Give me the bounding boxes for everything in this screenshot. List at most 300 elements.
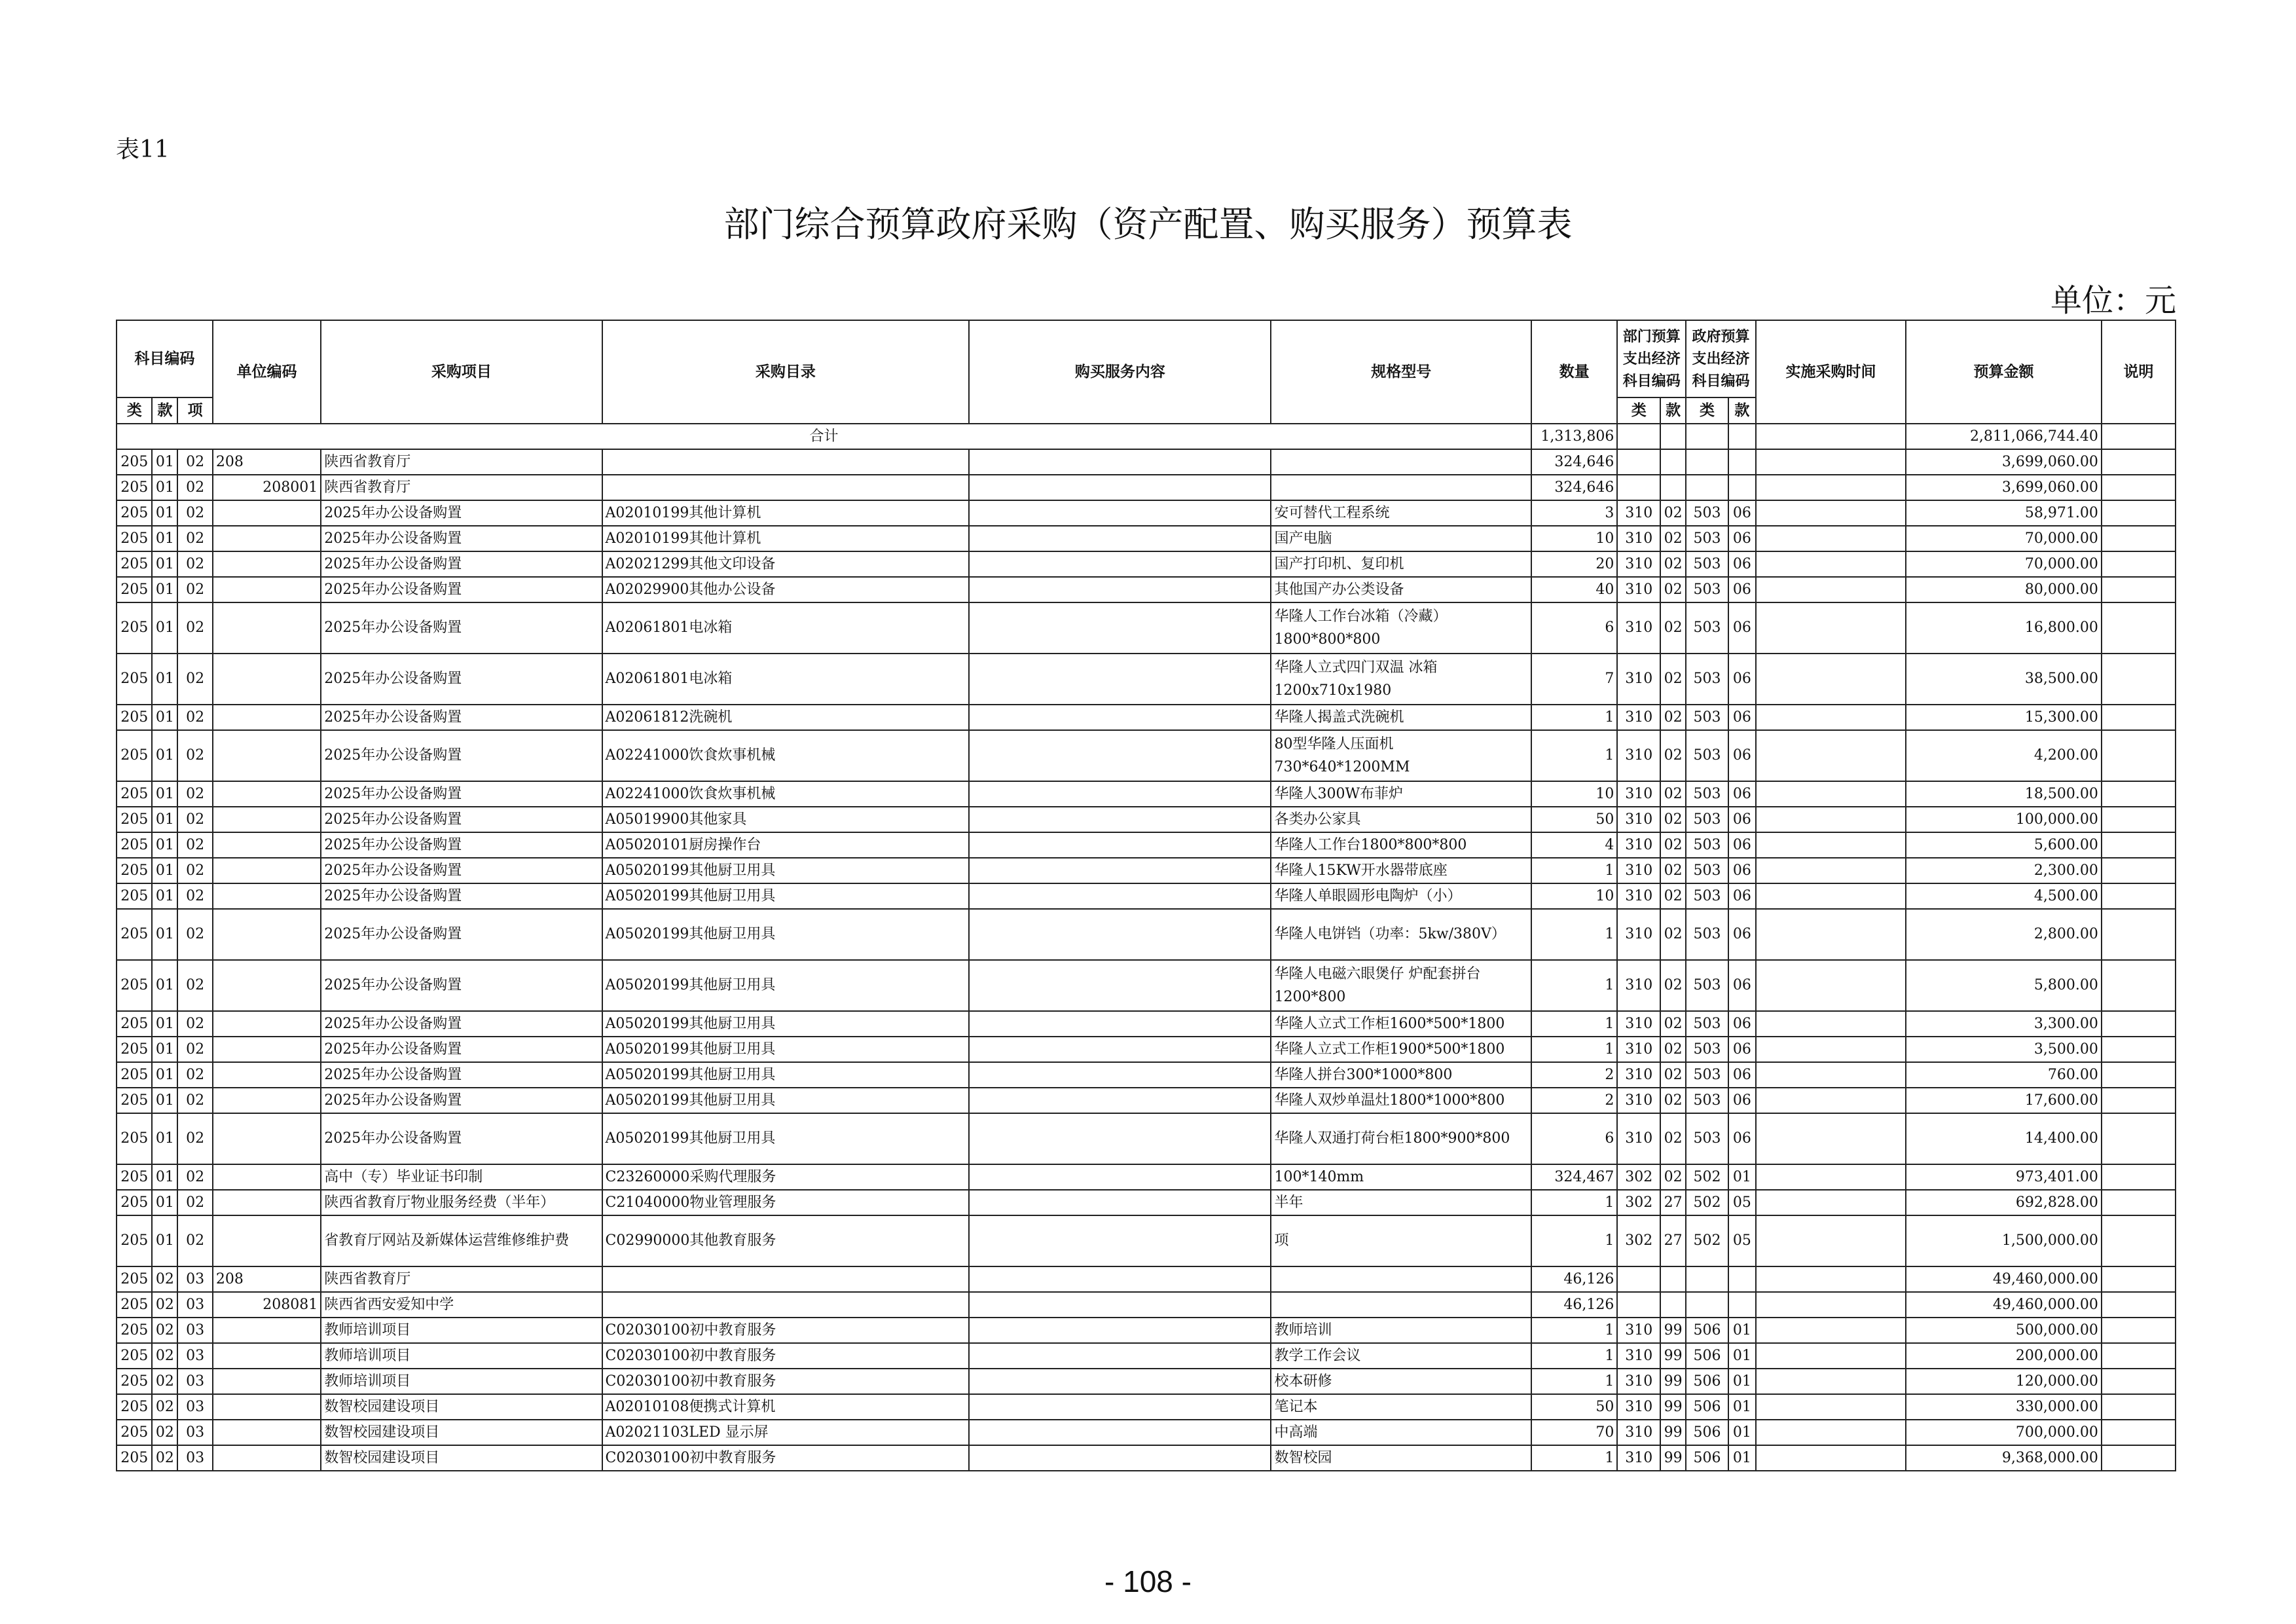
cell-xiang: 02: [177, 1062, 212, 1088]
table-row: [117, 1292, 2176, 1318]
cell-amount: 58,971.00: [1906, 500, 2102, 526]
cell-unit-code: [213, 1062, 321, 1088]
cell-dept-kuan: [1660, 1266, 1686, 1292]
table-row: [117, 1215, 2176, 1266]
cell-amount: 3,699,060.00: [1906, 475, 2102, 500]
cell-time: [1756, 730, 1906, 781]
cell-gov-kuan: 06: [1728, 807, 1756, 832]
cell-qty: 1: [1531, 858, 1617, 883]
cell-unit-code: [213, 551, 321, 577]
table-row: [117, 730, 2176, 781]
cell-amount: 38,500.00: [1906, 654, 2102, 705]
cell-unit-code: 208: [213, 449, 321, 475]
cell-note: [2102, 832, 2176, 858]
cell-qty: 1: [1531, 909, 1617, 960]
cell-dept-kuan: 02: [1660, 807, 1686, 832]
cell-catalog: C02030100初中教育服务: [602, 1369, 970, 1394]
cell-gov-kuan: 06: [1728, 832, 1756, 858]
cell-xiang: 02: [177, 730, 212, 781]
cell-unit-code: [213, 1343, 321, 1369]
cell-service: [969, 1445, 1271, 1471]
cell-gov-lei: 503: [1686, 858, 1728, 883]
table-row: [117, 1318, 2176, 1343]
cell-qty: 50: [1531, 1394, 1617, 1420]
cell-catalog: C23260000采购代理服务: [602, 1164, 970, 1190]
cell-lei: 205: [117, 654, 152, 705]
cell-dept-kuan: [1660, 475, 1686, 500]
cell-project: 教师培训项目: [321, 1318, 602, 1343]
cell-dept-kuan: 02: [1660, 1062, 1686, 1088]
cell-project: 高中（专）毕业证书印制: [321, 1164, 602, 1190]
table-row: [117, 1445, 2176, 1471]
cell-service: [969, 807, 1271, 832]
cell-spec: 华隆人电饼铛（功率：5kw/380V）: [1271, 909, 1531, 960]
table-row: [117, 1011, 2176, 1037]
cell-service: [969, 1088, 1271, 1113]
cell-gov-kuan: 06: [1728, 858, 1756, 883]
cell-dept-kuan: 02: [1660, 705, 1686, 730]
cell-qty: 7: [1531, 654, 1617, 705]
cell-unit-code: [213, 602, 321, 654]
header-lei: 类: [117, 397, 152, 424]
cell-note: [2102, 807, 2176, 832]
cell-gov-kuan: 06: [1728, 781, 1756, 807]
cell-xiang: 02: [177, 1037, 212, 1062]
cell-unit-code: [213, 500, 321, 526]
cell-qty: 46,126: [1531, 1292, 1617, 1318]
cell-spec: 中高端: [1271, 1420, 1531, 1445]
cell-time: [1756, 449, 1906, 475]
cell-time: [1756, 654, 1906, 705]
cell-unit-code: [213, 705, 321, 730]
cell-note: [2102, 1011, 2176, 1037]
cell-dept-kuan: 02: [1660, 832, 1686, 858]
cell-dept-kuan: 99: [1660, 1318, 1686, 1343]
cell-time: [1756, 705, 1906, 730]
cell-dept-lei: 310: [1617, 730, 1660, 781]
cell-xiang: 03: [177, 1394, 212, 1420]
cell-unit-code: [213, 1215, 321, 1266]
cell-spec: 项: [1271, 1215, 1531, 1266]
cell-dept-lei: 310: [1617, 1369, 1660, 1394]
cell-note: [2102, 1369, 2176, 1394]
cell-unit-code: [213, 1394, 321, 1420]
cell-dept-lei: 310: [1617, 1113, 1660, 1164]
cell-qty: 324,646: [1531, 449, 1617, 475]
cell-time: [1756, 602, 1906, 654]
cell-kuan: 01: [152, 832, 177, 858]
cell-xiang: 02: [177, 526, 212, 551]
cell-note: [2102, 602, 2176, 654]
cell-time: [1756, 1445, 1906, 1471]
cell-note: [2102, 1037, 2176, 1062]
cell-service: [969, 654, 1271, 705]
table-row: [117, 832, 2176, 858]
cell-dept-lei: 310: [1617, 781, 1660, 807]
cell-qty: 10: [1531, 781, 1617, 807]
cell-spec: [1271, 449, 1531, 475]
cell-time: [1756, 526, 1906, 551]
header-xiang: 项: [177, 397, 212, 424]
cell-lei: 205: [117, 1394, 152, 1420]
cell-note: [2102, 858, 2176, 883]
cell-unit-code: [213, 526, 321, 551]
cell-catalog: A02061801电冰箱: [602, 654, 970, 705]
cell-time: [1756, 1318, 1906, 1343]
cell-gov-lei: 503: [1686, 1011, 1728, 1037]
cell-gov-lei: 503: [1686, 705, 1728, 730]
table-row: [117, 807, 2176, 832]
cell-spec: 数智校园: [1271, 1445, 1531, 1471]
cell-note: [2102, 1292, 2176, 1318]
cell-spec: 华隆人立式四门双温 冰箱1200x710x1980: [1271, 654, 1531, 705]
cell-xiang: 02: [177, 1011, 212, 1037]
cell-kuan: 01: [152, 602, 177, 654]
cell-kuan: 01: [152, 1164, 177, 1190]
cell-unit-code: [213, 858, 321, 883]
cell-lei: 205: [117, 960, 152, 1011]
cell-qty: 40: [1531, 577, 1617, 602]
cell-xiang: 03: [177, 1343, 212, 1369]
cell-project: 2025年办公设备购置: [321, 577, 602, 602]
cell-time: [1756, 960, 1906, 1011]
cell-note: [2102, 1266, 2176, 1292]
cell-catalog: A02010199其他计算机: [602, 500, 970, 526]
header-dept-econ-code: 部门预算支出经济科目编码: [1617, 320, 1686, 397]
cell-kuan: 01: [152, 1190, 177, 1215]
cell-project: 2025年办公设备购置: [321, 832, 602, 858]
cell-note: [2102, 1113, 2176, 1164]
cell-unit-code: [213, 1113, 321, 1164]
cell-dept-lei: 310: [1617, 1011, 1660, 1037]
cell-spec: 100*140mm: [1271, 1164, 1531, 1190]
cell-dept-lei: [1617, 449, 1660, 475]
cell-lei: 205: [117, 1420, 152, 1445]
cell-project: 2025年办公设备购置: [321, 807, 602, 832]
cell-project: 2025年办公设备购置: [321, 883, 602, 909]
cell-dept-kuan: 99: [1660, 1394, 1686, 1420]
cell-gov-lei: 506: [1686, 1369, 1728, 1394]
cell-catalog: A05020199其他厨卫用具: [602, 1011, 970, 1037]
cell-time: [1756, 1113, 1906, 1164]
cell-qty: 1: [1531, 1369, 1617, 1394]
cell-amount: 330,000.00: [1906, 1394, 2102, 1420]
cell-spec: 华隆人单眼圆形电陶炉（小）: [1271, 883, 1531, 909]
cell-note: [2102, 449, 2176, 475]
cell-amount: 4,500.00: [1906, 883, 2102, 909]
cell-service: [969, 602, 1271, 654]
cell-xiang: 02: [177, 807, 212, 832]
cell-dept-kuan: 02: [1660, 526, 1686, 551]
cell-dept-lei: 310: [1617, 602, 1660, 654]
cell-spec: 华隆人双炒单温灶1800*1000*800: [1271, 1088, 1531, 1113]
cell-amount: 70,000.00: [1906, 526, 2102, 551]
cell-unit-code: [213, 781, 321, 807]
cell-xiang: 02: [177, 449, 212, 475]
cell-lei: 205: [117, 602, 152, 654]
cell-amount: 3,699,060.00: [1906, 449, 2102, 475]
empty-cell: [1728, 424, 1756, 449]
cell-spec: 教师培训: [1271, 1318, 1531, 1343]
cell-xiang: 02: [177, 1190, 212, 1215]
cell-qty: 324,646: [1531, 475, 1617, 500]
cell-service: [969, 960, 1271, 1011]
cell-project: 数智校园建设项目: [321, 1420, 602, 1445]
cell-service: [969, 1292, 1271, 1318]
cell-dept-lei: 310: [1617, 705, 1660, 730]
cell-amount: 70,000.00: [1906, 551, 2102, 577]
cell-service: [969, 577, 1271, 602]
cell-gov-lei: 506: [1686, 1318, 1728, 1343]
cell-spec: 华隆人300W布菲炉: [1271, 781, 1531, 807]
cell-note: [2102, 1164, 2176, 1190]
cell-time: [1756, 1394, 1906, 1420]
cell-xiang: 02: [177, 475, 212, 500]
cell-dept-lei: 310: [1617, 909, 1660, 960]
cell-qty: 46,126: [1531, 1266, 1617, 1292]
cell-time: [1756, 1190, 1906, 1215]
cell-note: [2102, 1088, 2176, 1113]
empty-cell: [1686, 424, 1728, 449]
cell-service: [969, 883, 1271, 909]
cell-spec: 华隆人揭盖式洗碗机: [1271, 705, 1531, 730]
cell-time: [1756, 1037, 1906, 1062]
cell-spec: 华隆人15KW开水器带底座: [1271, 858, 1531, 883]
cell-gov-kuan: 01: [1728, 1343, 1756, 1369]
cell-lei: 205: [117, 705, 152, 730]
cell-gov-lei: 503: [1686, 551, 1728, 577]
cell-dept-lei: 302: [1617, 1215, 1660, 1266]
cell-kuan: 01: [152, 1011, 177, 1037]
cell-xiang: 02: [177, 500, 212, 526]
cell-spec: 国产电脑: [1271, 526, 1531, 551]
table-number: 表11: [116, 136, 170, 163]
header-note: 说明: [2102, 320, 2176, 424]
cell-amount: 80,000.00: [1906, 577, 2102, 602]
cell-dept-kuan: 27: [1660, 1190, 1686, 1215]
cell-time: [1756, 1011, 1906, 1037]
cell-gov-lei: 503: [1686, 1037, 1728, 1062]
cell-dept-kuan: 99: [1660, 1369, 1686, 1394]
cell-note: [2102, 551, 2176, 577]
cell-dept-lei: 310: [1617, 832, 1660, 858]
cell-service: [969, 449, 1271, 475]
cell-gov-kuan: 01: [1728, 1369, 1756, 1394]
cell-dept-lei: 310: [1617, 551, 1660, 577]
table-row: [117, 1420, 2176, 1445]
cell-xiang: 02: [177, 602, 212, 654]
table-row: [117, 500, 2176, 526]
cell-dept-kuan: 02: [1660, 602, 1686, 654]
cell-gov-kuan: 01: [1728, 1420, 1756, 1445]
header-gov-kuan: 款: [1728, 397, 1756, 424]
cell-unit-code: [213, 654, 321, 705]
cell-time: [1756, 1062, 1906, 1088]
cell-catalog: A02241000饮食炊事机械: [602, 730, 970, 781]
cell-gov-kuan: 05: [1728, 1215, 1756, 1266]
cell-lei: 205: [117, 1062, 152, 1088]
cell-time: [1756, 1266, 1906, 1292]
table-row: [117, 1037, 2176, 1062]
cell-note: [2102, 475, 2176, 500]
cell-project: 2025年办公设备购置: [321, 705, 602, 730]
cell-dept-lei: 310: [1617, 1420, 1660, 1445]
cell-gov-kuan: 06: [1728, 526, 1756, 551]
cell-xiang: 03: [177, 1318, 212, 1343]
cell-catalog: A05020199其他厨卫用具: [602, 858, 970, 883]
cell-service: [969, 909, 1271, 960]
cell-xiang: 02: [177, 1113, 212, 1164]
cell-dept-lei: 310: [1617, 500, 1660, 526]
cell-unit-code: 208001: [213, 475, 321, 500]
cell-note: [2102, 705, 2176, 730]
cell-gov-lei: 503: [1686, 909, 1728, 960]
cell-gov-kuan: [1728, 449, 1756, 475]
cell-service: [969, 526, 1271, 551]
cell-time: [1756, 1292, 1906, 1318]
cell-spec: 华隆人工作台冰箱（冷藏）1800*800*800: [1271, 602, 1531, 654]
cell-kuan: 01: [152, 960, 177, 1011]
cell-lei: 205: [117, 807, 152, 832]
cell-amount: 17,600.00: [1906, 1088, 2102, 1113]
cell-gov-kuan: 01: [1728, 1318, 1756, 1343]
cell-unit-code: [213, 1037, 321, 1062]
cell-gov-kuan: 06: [1728, 1062, 1756, 1088]
cell-kuan: 01: [152, 500, 177, 526]
cell-dept-kuan: 02: [1660, 730, 1686, 781]
cell-service: [969, 858, 1271, 883]
table-row: [117, 858, 2176, 883]
cell-lei: 205: [117, 1190, 152, 1215]
cell-gov-kuan: 05: [1728, 1190, 1756, 1215]
cell-gov-kuan: 01: [1728, 1445, 1756, 1471]
table-row: [117, 602, 2176, 654]
header-qty: 数量: [1531, 320, 1617, 424]
cell-spec: 笔记本: [1271, 1394, 1531, 1420]
cell-unit-code: [213, 832, 321, 858]
cell-dept-lei: 310: [1617, 1037, 1660, 1062]
table-row: [117, 883, 2176, 909]
cell-gov-kuan: [1728, 1266, 1756, 1292]
cell-qty: 2: [1531, 1088, 1617, 1113]
total-label: 合计: [117, 424, 1531, 449]
cell-lei: 205: [117, 500, 152, 526]
empty-cell: [1660, 424, 1686, 449]
cell-dept-kuan: 02: [1660, 1011, 1686, 1037]
cell-gov-kuan: 06: [1728, 705, 1756, 730]
cell-spec: 其他国产办公类设备: [1271, 577, 1531, 602]
header-dept-lei: 类: [1617, 397, 1660, 424]
cell-gov-kuan: 06: [1728, 883, 1756, 909]
cell-qty: 3: [1531, 500, 1617, 526]
cell-dept-lei: 310: [1617, 1394, 1660, 1420]
cell-catalog: A05020199其他厨卫用具: [602, 909, 970, 960]
cell-qty: 1: [1531, 1011, 1617, 1037]
header-project: 采购项目: [321, 320, 602, 424]
cell-gov-kuan: 06: [1728, 1037, 1756, 1062]
cell-qty: 20: [1531, 551, 1617, 577]
cell-dept-lei: 302: [1617, 1190, 1660, 1215]
cell-kuan: 01: [152, 883, 177, 909]
cell-note: [2102, 730, 2176, 781]
cell-spec: 校本研修: [1271, 1369, 1531, 1394]
cell-dept-lei: 310: [1617, 654, 1660, 705]
cell-time: [1756, 500, 1906, 526]
cell-gov-kuan: 06: [1728, 500, 1756, 526]
cell-project: 2025年办公设备购置: [321, 909, 602, 960]
cell-time: [1756, 577, 1906, 602]
cell-dept-kuan: 02: [1660, 551, 1686, 577]
cell-catalog: A02061801电冰箱: [602, 602, 970, 654]
cell-gov-lei: 506: [1686, 1445, 1728, 1471]
cell-unit-code: [213, 909, 321, 960]
cell-service: [969, 705, 1271, 730]
cell-note: [2102, 1343, 2176, 1369]
cell-xiang: 02: [177, 654, 212, 705]
cell-dept-lei: 310: [1617, 883, 1660, 909]
cell-spec: 华隆人双通打荷台柜1800*900*800: [1271, 1113, 1531, 1164]
empty-cell: [2102, 424, 2176, 449]
cell-lei: 205: [117, 781, 152, 807]
cell-dept-lei: [1617, 475, 1660, 500]
cell-amount: 18,500.00: [1906, 781, 2102, 807]
cell-gov-kuan: 06: [1728, 551, 1756, 577]
cell-dept-kuan: 02: [1660, 858, 1686, 883]
cell-project: 数智校园建设项目: [321, 1394, 602, 1420]
cell-catalog: C02990000其他教育服务: [602, 1215, 970, 1266]
cell-catalog: A05020199其他厨卫用具: [602, 960, 970, 1011]
cell-note: [2102, 1062, 2176, 1088]
cell-amount: 760.00: [1906, 1062, 2102, 1088]
cell-lei: 205: [117, 1215, 152, 1266]
cell-gov-kuan: 06: [1728, 602, 1756, 654]
cell-xiang: 03: [177, 1369, 212, 1394]
cell-kuan: 01: [152, 1215, 177, 1266]
cell-dept-lei: [1617, 1266, 1660, 1292]
cell-dept-kuan: 02: [1660, 1088, 1686, 1113]
cell-time: [1756, 1369, 1906, 1394]
table-row: [117, 1088, 2176, 1113]
cell-spec: 80型华隆人压面机730*640*1200MM: [1271, 730, 1531, 781]
cell-kuan: 01: [152, 730, 177, 781]
cell-dept-kuan: 02: [1660, 654, 1686, 705]
header-gov-econ-code: 政府预算支出经济科目编码: [1686, 320, 1756, 397]
cell-spec: 教学工作会议: [1271, 1343, 1531, 1369]
cell-project: 2025年办公设备购置: [321, 730, 602, 781]
cell-unit-code: [213, 1190, 321, 1215]
cell-project: 2025年办公设备购置: [321, 654, 602, 705]
cell-spec: [1271, 475, 1531, 500]
header-catalog: 采购目录: [602, 320, 970, 424]
cell-xiang: 03: [177, 1266, 212, 1292]
cell-dept-kuan: 27: [1660, 1215, 1686, 1266]
cell-unit-code: [213, 1011, 321, 1037]
cell-note: [2102, 1420, 2176, 1445]
cell-qty: 1: [1531, 1318, 1617, 1343]
cell-kuan: 02: [152, 1420, 177, 1445]
cell-kuan: 02: [152, 1343, 177, 1369]
table-row: [117, 1343, 2176, 1369]
cell-unit-code: [213, 883, 321, 909]
cell-project: 2025年办公设备购置: [321, 1088, 602, 1113]
cell-catalog: A02061812洗碗机: [602, 705, 970, 730]
cell-catalog: [602, 449, 970, 475]
cell-unit-code: 208081: [213, 1292, 321, 1318]
header-time: 实施采购时间: [1756, 320, 1906, 424]
cell-amount: 49,460,000.00: [1906, 1266, 2102, 1292]
cell-catalog: C02030100初中教育服务: [602, 1318, 970, 1343]
cell-service: [969, 1420, 1271, 1445]
